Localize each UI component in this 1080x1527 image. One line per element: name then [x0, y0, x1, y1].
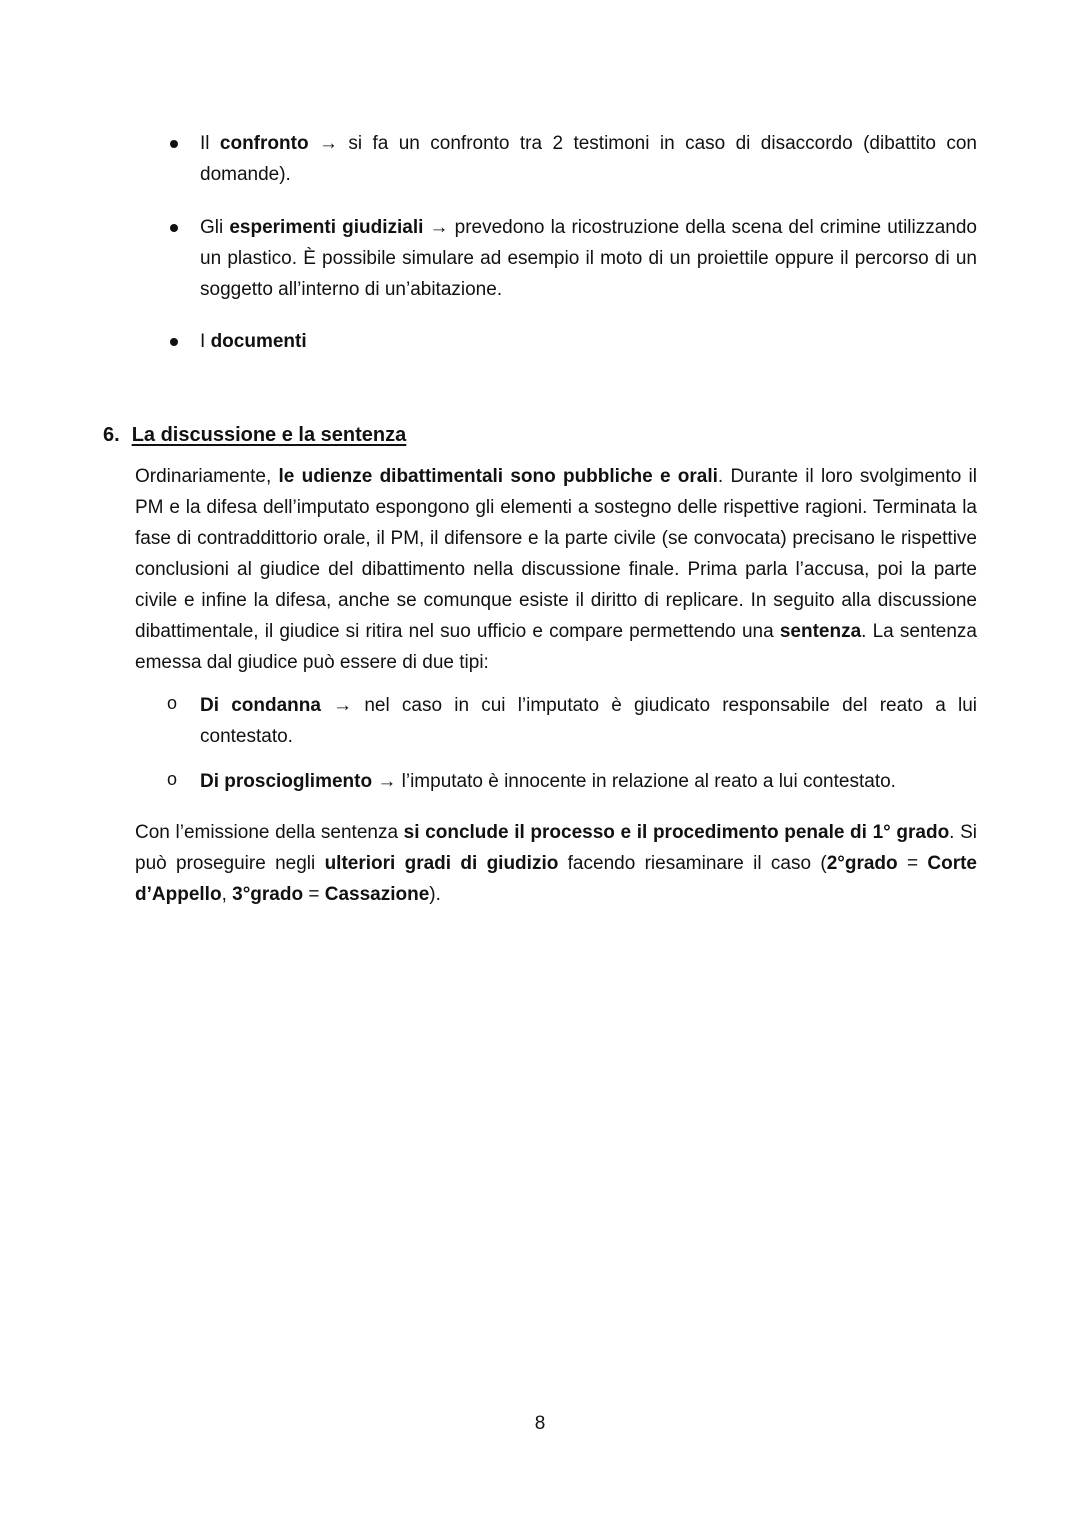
bullet-term: confronto — [219, 133, 309, 154]
bullet-text: I — [200, 331, 211, 352]
text-run: facendo riesaminare il caso ( — [558, 853, 827, 874]
bold-run: Cassazione — [324, 884, 430, 905]
text-run: ). — [429, 884, 441, 905]
paragraph-udienze — [135, 461, 977, 678]
bullet-item-confronto — [200, 128, 977, 190]
section-heading — [103, 421, 406, 449]
sub-bullet-term: Di proscioglimento — [200, 771, 373, 792]
sub-bullet-term: Di condanna — [200, 695, 321, 716]
sub-bullet-text: → l’imputato è innocente in relazione al reato a lui contestato. — [372, 771, 896, 792]
bullet-item-documenti — [200, 326, 977, 357]
text-run: = — [897, 853, 928, 874]
text-run: . Durante il loro svolgimento il PM e la difesa dell’imputato espongono gli elementi a sostegno delle rispettive ragioni. Terminata la fase di contraddittorio orale, il PM, il difensore e la parte civile (se convocata) precisano le rispettive conclusioni al giudice del dibattimento nella discussione finale. Prima parla l’accusa, poi la parte civile e infine la difesa, anche se comunque esiste il diritto di replicare. In seguito alla discussione dibattimentale, il giudice si ritira nel suo ufficio e compare permettendo una — [135, 466, 977, 642]
text-run: = — [303, 884, 325, 905]
sub-bullet-text: → nel caso in cui l’imputato è giudicato responsabile del reato a lui contestato. — [200, 695, 977, 747]
page-number: 8 — [534, 1413, 546, 1434]
sub-bullet-condanna — [200, 690, 977, 752]
paragraph-conclusione — [135, 817, 977, 910]
bold-run: si conclude il processo e il procedimento penale di 1° grado — [403, 822, 950, 843]
text-run: Con l’emissione della sentenza — [135, 822, 404, 843]
text-run: . Si può proseguire negli — [135, 822, 977, 874]
sub-bullet-marker-1: o — [167, 693, 178, 713]
bullet-text: → prevedono la ricostruzione della scena del crimine utilizzando un plastico. È possibile simulare ad esempio il moto di un proiettile oppure il percorso di un soggetto all’interno di un’abitazione. — [200, 217, 977, 300]
bold-run: sentenza — [779, 621, 862, 642]
sub-bullet-marker-2: o — [167, 769, 178, 789]
text-run: , — [221, 884, 233, 905]
bullet-text: Il — [200, 133, 220, 154]
bullet-text: Gli — [200, 217, 230, 238]
section-title: La discussione e la sentenza — [131, 424, 407, 446]
bullet-term: documenti — [210, 331, 307, 352]
text-run: Ordinariamente, — [135, 466, 279, 487]
bullet-text: → si fa un confronto tra 2 testimoni in caso di disaccordo (dibattito con domande). — [200, 133, 977, 185]
bold-run: Corte d’Appello — [135, 853, 977, 905]
bold-run: ulteriori gradi di giudizio — [324, 853, 559, 874]
bullet-term: esperimenti giudiziali — [229, 217, 424, 238]
bold-run: le udienze dibattimentali sono pubbliche e orali — [278, 466, 718, 487]
bold-run: 3°grado — [232, 884, 304, 905]
section-number: 6. — [103, 424, 120, 446]
text-run: . La sentenza emessa dal giudice può essere di due tipi: — [135, 621, 977, 673]
bullet-dot-3 — [170, 338, 178, 346]
bullet-item-esperimenti — [200, 212, 977, 305]
bullet-dot-2 — [170, 224, 178, 232]
bold-run: 2°grado — [826, 853, 898, 874]
bullet-dot-1 — [170, 140, 178, 148]
sub-bullet-proscioglimento — [200, 766, 977, 797]
